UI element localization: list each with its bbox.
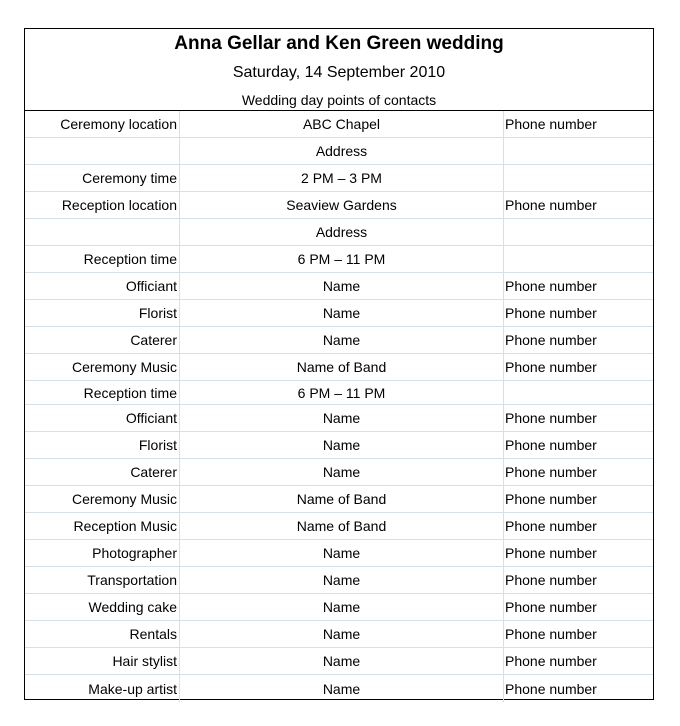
table-row [25, 381, 653, 405]
table-row [25, 192, 653, 219]
row-value[interactable]: Name [180, 567, 504, 593]
table-row [25, 567, 653, 594]
row-contact[interactable]: Phone number [505, 653, 597, 669]
row-label[interactable]: Reception location [25, 192, 180, 218]
row-label[interactable]: Ceremony time [25, 165, 180, 191]
table-row [25, 354, 653, 381]
table-row [25, 273, 653, 300]
row-contact[interactable]: Phone number [505, 116, 597, 132]
table-row [25, 621, 653, 648]
row-label[interactable]: Ceremony Music [25, 486, 180, 512]
wedding-date: Saturday, 14 September 2010 [232, 64, 446, 81]
row-value[interactable]: Name [180, 675, 504, 702]
row-label[interactable]: Reception Music [25, 513, 180, 539]
row-value[interactable]: 6 PM – 11 PM [180, 381, 504, 404]
row-contact[interactable]: Phone number [505, 626, 597, 642]
row-label[interactable]: Photographer [25, 540, 180, 566]
table-row [25, 675, 653, 702]
row-contact[interactable]: Phone number [505, 464, 597, 480]
row-label[interactable]: Caterer [25, 327, 180, 353]
row-contact[interactable]: Phone number [505, 572, 597, 588]
row-value[interactable]: Name [180, 459, 504, 485]
row-value[interactable]: Name of Band [180, 513, 504, 539]
row-contact[interactable]: Phone number [505, 410, 597, 426]
row-label[interactable]: Reception time [25, 381, 180, 404]
row-value[interactable]: Name [180, 327, 504, 353]
table-row [25, 486, 653, 513]
table-row [25, 540, 653, 567]
contacts-sheet [24, 28, 654, 700]
row-label[interactable]: Officiant [25, 405, 180, 431]
table-row [25, 648, 653, 675]
table-row [25, 459, 653, 486]
row-contact[interactable]: Phone number [505, 305, 597, 321]
table-row [25, 246, 653, 273]
table-row [25, 138, 653, 165]
page-title: Anna Gellar and Ken Green wedding [174, 33, 504, 54]
row-contact[interactable]: Phone number [505, 599, 597, 615]
row-value[interactable]: Name [180, 621, 504, 647]
row-contact[interactable]: Phone number [505, 545, 597, 561]
row-contact[interactable]: Phone number [505, 197, 597, 213]
row-contact[interactable]: Phone number [505, 491, 597, 507]
row-label[interactable]: Reception time [25, 246, 180, 272]
row-contact[interactable]: Phone number [505, 278, 597, 294]
row-contact[interactable]: Phone number [505, 359, 597, 375]
row-label[interactable]: Florist [25, 432, 180, 458]
row-value[interactable]: ABC Chapel [180, 111, 504, 137]
row-contact[interactable] [503, 165, 653, 191]
row-contact[interactable]: Phone number [505, 437, 597, 453]
row-label[interactable]: Caterer [25, 459, 180, 485]
row-value[interactable]: Name of Band [180, 486, 504, 512]
row-label[interactable]: Hair stylist [25, 648, 180, 674]
row-label[interactable] [25, 219, 180, 245]
row-value[interactable]: Name [180, 540, 504, 566]
table-row [25, 327, 653, 354]
row-value[interactable]: Address [180, 138, 504, 164]
table-row [25, 219, 653, 246]
row-value[interactable]: Name of Band [180, 354, 504, 380]
table-row [25, 300, 653, 327]
row-value[interactable]: 2 PM – 3 PM [180, 165, 504, 191]
row-label[interactable] [25, 138, 180, 164]
row-label[interactable]: Transportation [25, 567, 180, 593]
row-value[interactable]: Seaview Gardens [180, 192, 504, 218]
row-label[interactable]: Florist [25, 300, 180, 326]
row-value[interactable]: Name [180, 405, 504, 431]
table-row [25, 432, 653, 459]
row-contact[interactable]: Phone number [505, 332, 597, 348]
table-row [25, 594, 653, 621]
row-contact[interactable] [503, 138, 653, 164]
contacts-table [25, 111, 653, 702]
row-label[interactable]: Make-up artist [25, 675, 180, 702]
row-value[interactable]: Name [180, 300, 504, 326]
row-label[interactable]: Wedding cake [25, 594, 180, 620]
sheet-caption: Wedding day points of contacts [241, 92, 437, 108]
row-value[interactable]: Name [180, 594, 504, 620]
table-row [25, 165, 653, 192]
row-label[interactable]: Ceremony location [25, 111, 180, 137]
row-contact[interactable]: Phone number [505, 518, 597, 534]
row-contact[interactable] [503, 381, 653, 404]
row-label[interactable]: Rentals [25, 621, 180, 647]
row-label[interactable]: Officiant [25, 273, 180, 299]
row-value[interactable]: Name [180, 648, 504, 674]
row-label[interactable]: Ceremony Music [25, 354, 180, 380]
table-row [25, 405, 653, 432]
row-value[interactable]: Name [180, 432, 504, 458]
row-contact[interactable] [503, 219, 653, 245]
row-contact[interactable]: Phone number [505, 680, 597, 697]
table-row [25, 111, 653, 138]
row-value[interactable]: Address [180, 219, 504, 245]
row-contact[interactable] [503, 246, 653, 272]
row-value[interactable]: Name [180, 273, 504, 299]
sheet-header [25, 29, 653, 111]
table-row [25, 513, 653, 540]
row-value[interactable]: 6 PM – 11 PM [180, 246, 504, 272]
